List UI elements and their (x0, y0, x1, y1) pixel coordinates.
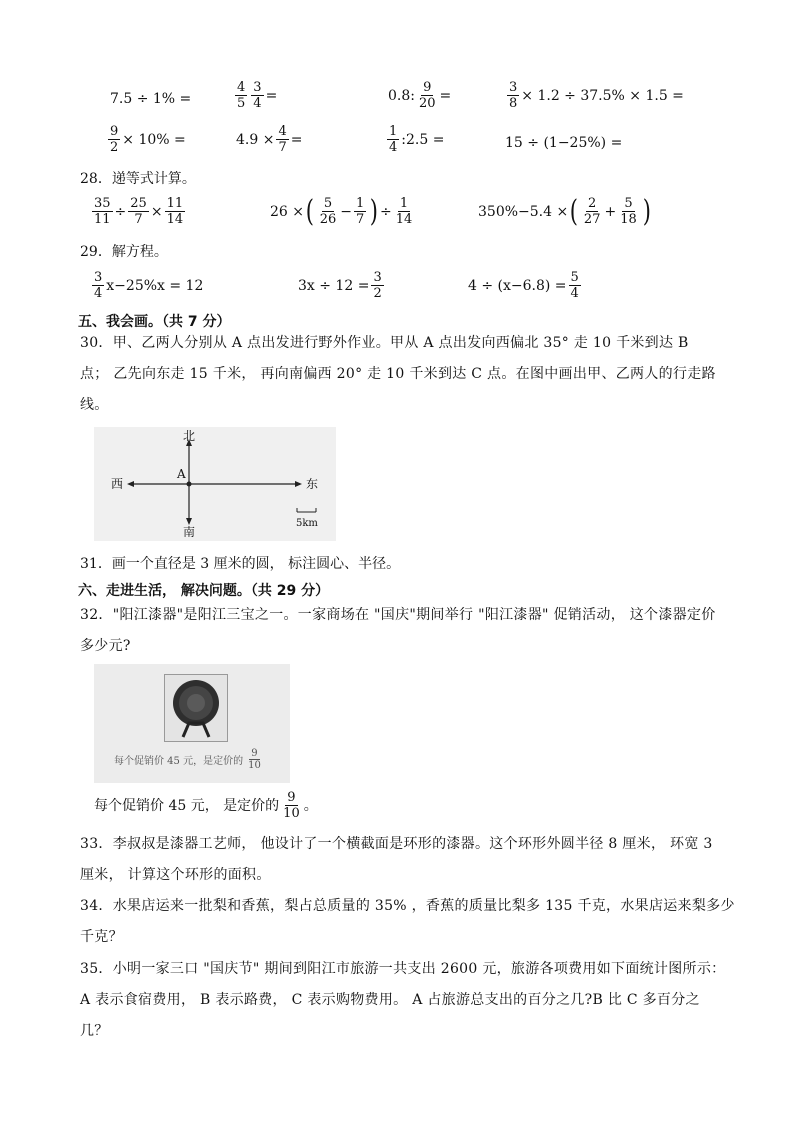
q28-expr-3: 350%−5.4 × ( $\frac{2}{27}$ + $\frac{5}{18}$ ) (478, 193, 651, 229)
west-arrow-icon (127, 481, 134, 487)
lacquer-plate-frame (164, 674, 228, 742)
oral-r2-a: $\frac{9}{2}$ × 10% = (110, 124, 186, 155)
q30-text: 30．甲、乙两人分别从 A 点出发进行野外作业。甲从 A 点出发向西偏北 35° 走 10 千米到达 B 点； 乙先向东走 15 千米， 再向南偏西 20° 走 10 千米到达 C 点。在图中画出甲、乙两人的行走路 线。 (80, 335, 716, 413)
compass-east-label: 东 (306, 477, 319, 491)
oral-r1-a: 7.5 ÷ 1% = (110, 91, 192, 107)
compass-figure (94, 427, 336, 541)
q35-text: 35．小明一家三口 "国庆节" 期间到阳江市旅游一共支出 2600 元，旅游各项费用如下面统计图所示： A 表示食宿费用， B 表示路费， C 表示购物费用。 A 占旅游总支出的百分之几?B 比 C 多百分之 几？ (80, 961, 726, 1039)
section-6-title: 六、走进生活， 解决问题。（共 29 分） (78, 583, 330, 599)
q31-text: 31．画一个直径是 3 厘米的圆， 标注圆心、半径。 (80, 556, 401, 572)
compass-north-label: 北 (183, 429, 196, 443)
compass-west-label: 西 (111, 477, 124, 491)
compass-scale-label: 5km (296, 518, 318, 529)
section-5-title: 五、我会画。（共 7 分） (78, 314, 231, 330)
oral-r2-c: $\frac{1}{4}$ :2.5 = (389, 124, 445, 155)
q28-heading: 28．递等式计算。 (80, 171, 196, 187)
q29-eq-3: 4 ÷ (x−6.8) = $\frac{5}{4}$ (468, 270, 579, 301)
q29-heading: 29．解方程。 (80, 244, 168, 260)
q29-eq-2: 3x ÷ 12 = $\frac{3}{2}$ (298, 270, 382, 301)
oral-r1-b: $\frac{4}{5}$ $\frac{3}{4}$ = (237, 80, 278, 111)
oral-r2-b: 4.9 × $\frac{4}{7}$ = (236, 124, 303, 155)
oral-r1-d: $\frac{3}{8}$ × 1.2 ÷ 37.5% × 1.5 = (509, 80, 684, 111)
lacquer-plate-icon (165, 675, 227, 741)
q33-text: 33．李叔叔是漆器工艺师， 他设计了一个横截面是环形的漆器。这个环形外圆半径 8 厘米， 环宽 3 厘米， 计算这个环形的面积。 (80, 836, 713, 883)
q29-eq-1: $\frac{3}{4}$ x−25%x = 12 (94, 270, 204, 301)
photo-caption: 每个促销价 45 元，是定价的 $\frac{9}{10}$ (114, 748, 261, 771)
q34-text: 34．水果店运来一批梨和香蕉，梨占总质量的 35% ，香蕉的质量比梨多 135 千克，水果店运来梨多少 千克？ (80, 898, 735, 945)
q32-caption: 每个促销价 45 元， 是定价的 $\frac{9}{10}$ 。 (94, 790, 318, 821)
compass-south-label: 南 (183, 525, 196, 539)
compass-point-a-label: A (177, 467, 186, 481)
q32-text: 32．"阳江漆器"是阳江三宝之一。一家商场在 "国庆"期间举行 "阳江漆器" 促销活动， 这个漆器定价 多少元? (80, 607, 716, 654)
oral-r1-c: 0.8: $\frac{9}{20}$ = (388, 80, 452, 111)
east-arrow-icon (295, 481, 302, 487)
oral-r2-d: 15 ÷ (1−25%) = (505, 135, 623, 151)
q28-expr-1: $\frac{35}{11}$ ÷ $\frac{25}{7}$ × $\frac{11}{14}$ (94, 196, 184, 227)
q28-expr-2: 26 × ( $\frac{5}{26}$ − $\frac{1}{7}$ ) ÷ $\frac{1}{14}$ (270, 193, 413, 229)
point-a-dot (187, 482, 192, 487)
lacquer-photo (94, 664, 290, 783)
